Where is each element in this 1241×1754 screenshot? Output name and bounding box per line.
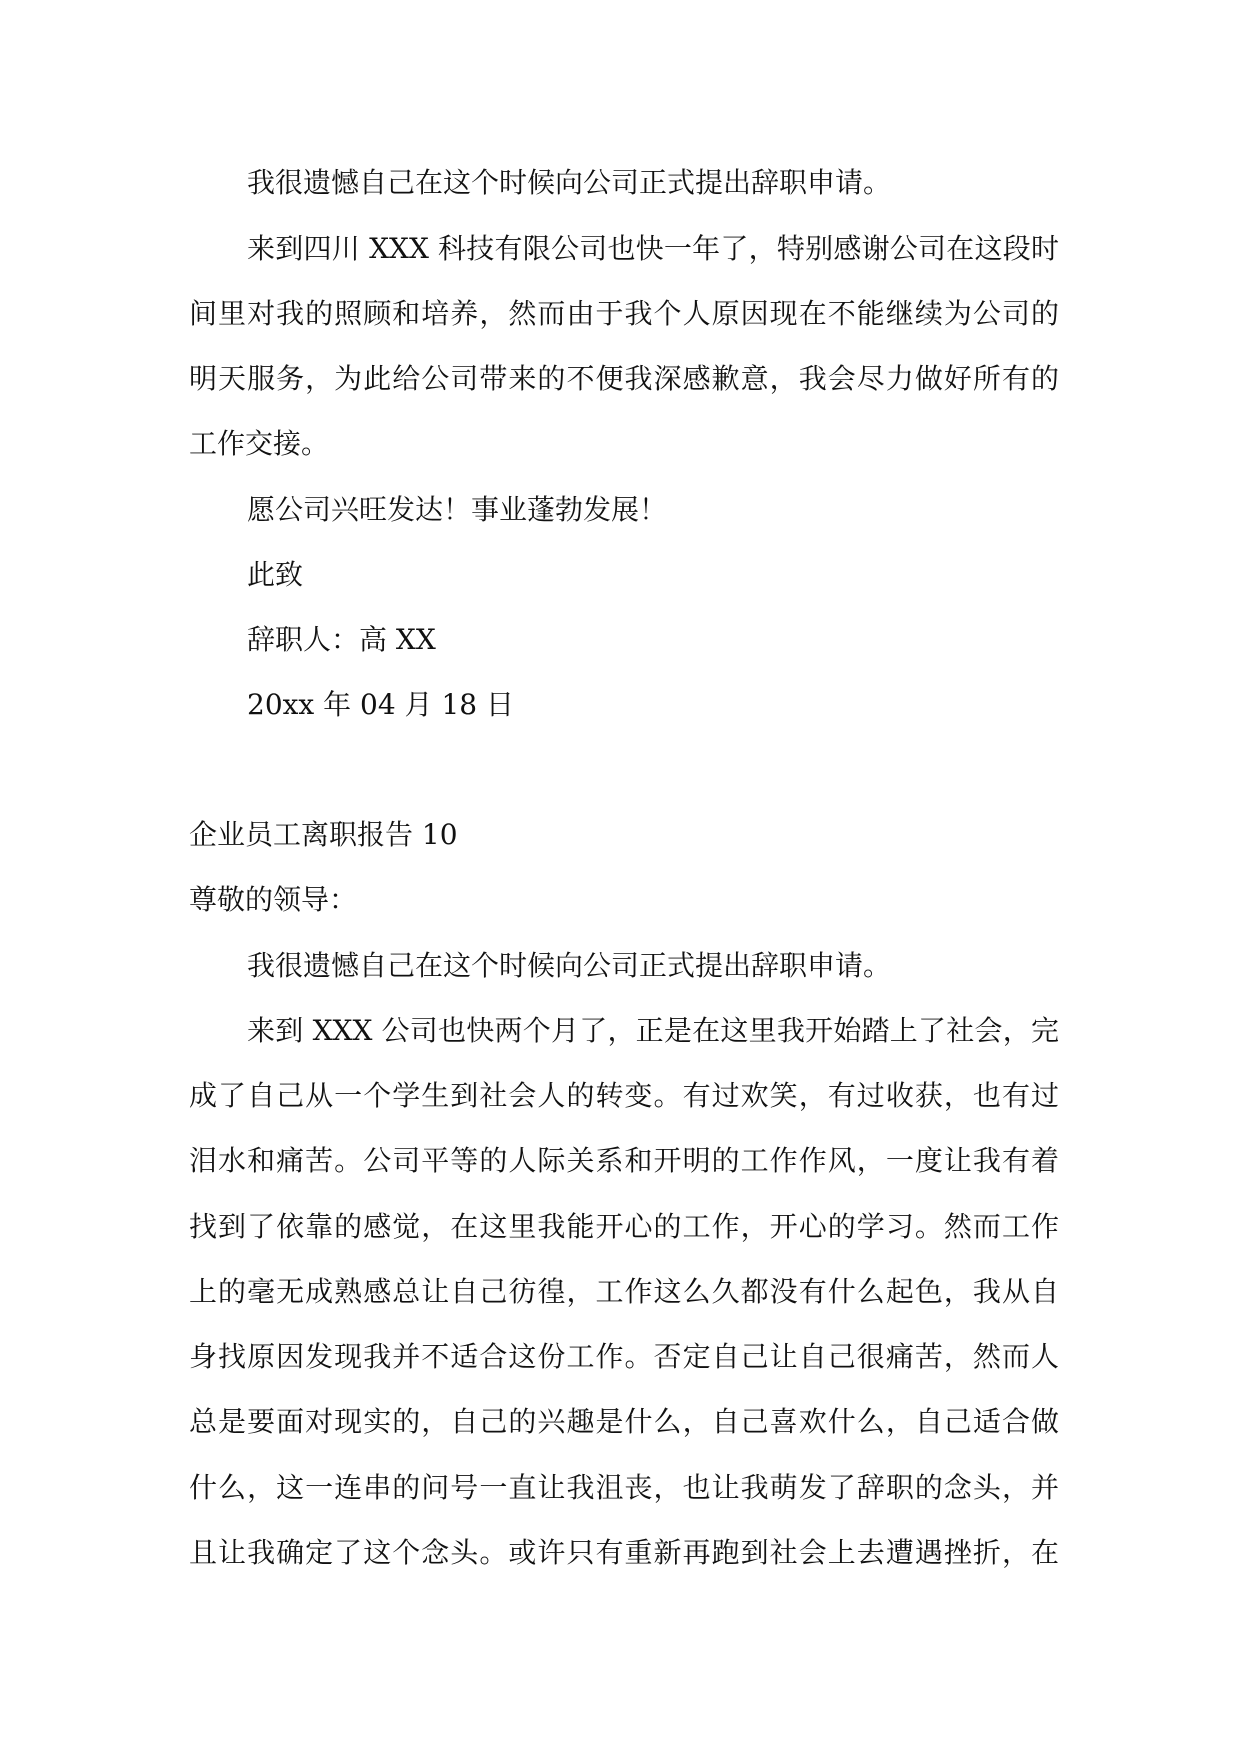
letter2-paragraph-2-line-7: 总是要面对现实的，自己的兴趣是什么，自己喜欢什么，自己适合做 — [189, 1405, 1059, 1438]
letter2-paragraph-2-line-8: 什么，这一连串的问号一直让我沮丧，也让我萌发了辞职的念头，并 — [189, 1471, 1059, 1504]
letter1-paragraph-1: 我很遗憾自己在这个时候向公司正式提出辞职申请。 — [247, 166, 892, 199]
letter1-date: 20xx 年 04 月 18 日 — [247, 688, 514, 721]
letter1-closing: 此致 — [247, 558, 304, 591]
letter2-paragraph-2-line-4: 找到了依靠的感觉，在这里我能开心的工作，开心的学习。然而工作 — [189, 1210, 1059, 1243]
letter2-paragraph-1: 我很遗憾自己在这个时候向公司正式提出辞职申请。 — [247, 949, 892, 982]
letter2-paragraph-2-line-1: 来到 XXX 公司也快两个月了，正是在这里我开始踏上了社会，完 — [247, 1014, 1059, 1047]
letter2-paragraph-2-line-3: 泪水和痛苦。公司平等的人际关系和开明的工作作风，一度让我有着 — [189, 1144, 1059, 1177]
letter2-paragraph-2-line-2: 成了自己从一个学生到社会人的转变。有过欢笑，有过收获，也有过 — [189, 1079, 1059, 1112]
letter2-paragraph-2-line-9: 且让我确定了这个念头。或许只有重新再跑到社会上去遭遇挫折，在 — [189, 1536, 1059, 1569]
letter2-paragraph-2-line-6: 身找原因发现我并不适合这份工作。否定自己让自己很痛苦，然而人 — [189, 1340, 1059, 1373]
letter2-salutation: 尊敬的领导： — [189, 883, 358, 916]
letter1-wish: 愿公司兴旺发达！事业蓬勃发展！ — [247, 493, 668, 526]
letter1-paragraph-2-line-2: 间里对我的照顾和培养，然而由于我个人原因现在不能继续为公司的 — [189, 297, 1059, 330]
letter2-paragraph-2-line-5: 上的毫无成熟感总让自己彷徨，工作这么久都没有什么起色，我从自 — [189, 1275, 1059, 1308]
letter1-paragraph-2-line-1: 来到四川 XXX 科技有限公司也快一年了，特别感谢公司在这段时 — [247, 232, 1059, 265]
letter2-title: 企业员工离职报告 10 — [189, 818, 458, 851]
letter1-signature: 辞职人：高 XX — [247, 623, 436, 656]
letter1-paragraph-2-line-3: 明天服务，为此给公司带来的不便我深感歉意，我会尽力做好所有的 — [189, 362, 1059, 395]
letter1-paragraph-2-line-4: 工作交接。 — [189, 427, 330, 460]
